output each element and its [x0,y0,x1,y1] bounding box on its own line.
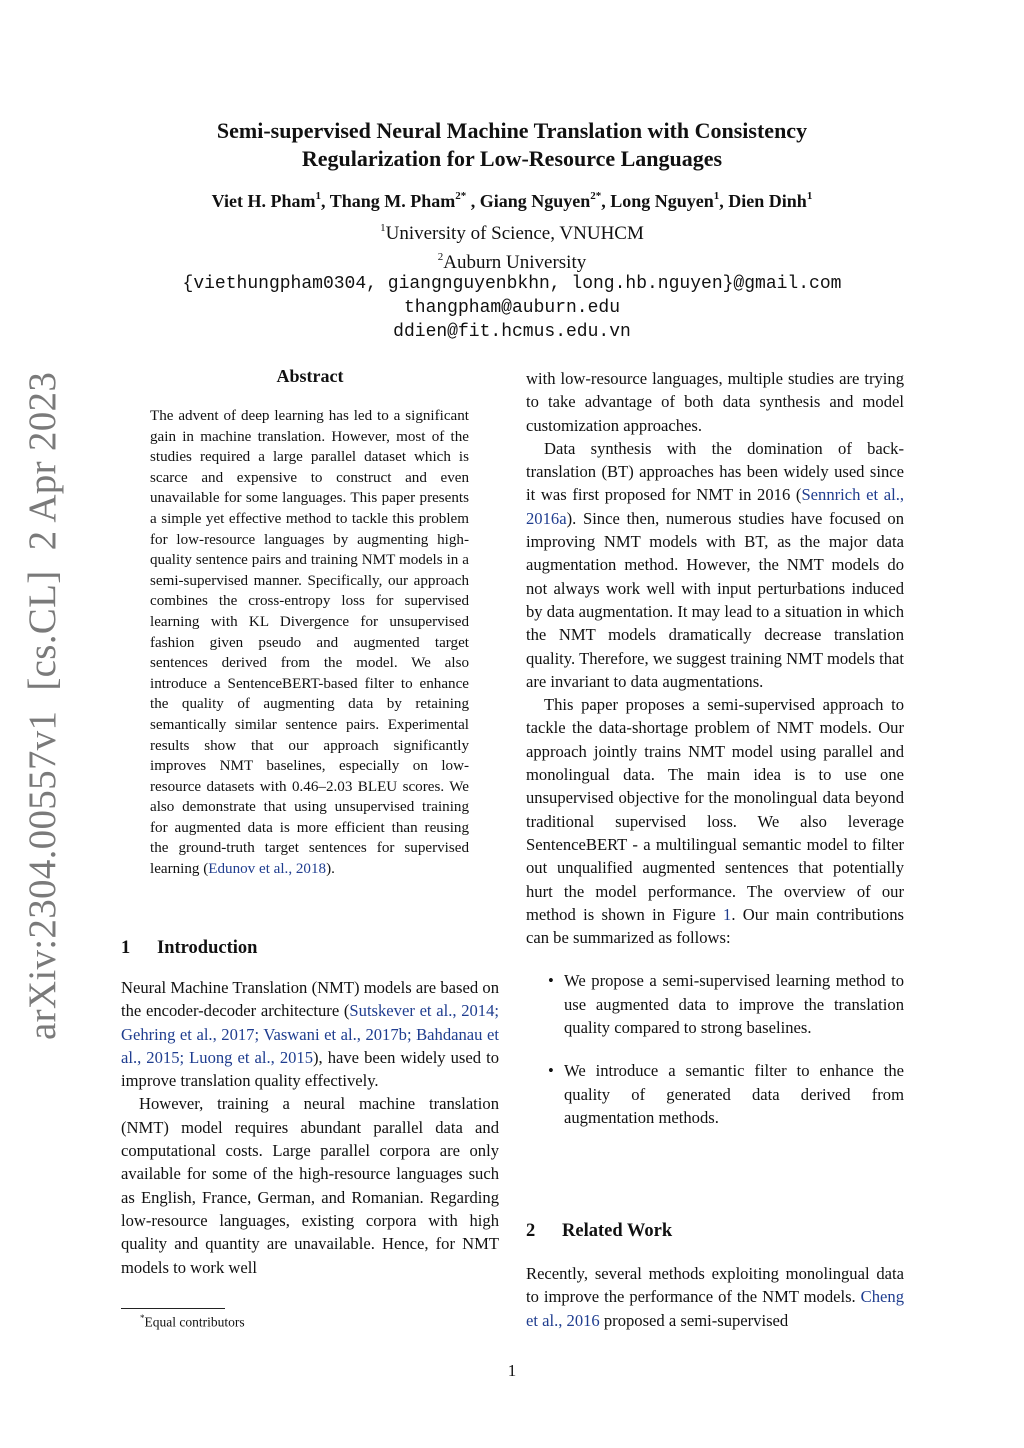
author: Long Nguyen$^1$, [610,190,729,211]
right-column-body [526,367,904,1129]
contribution-list [526,969,904,1129]
introduction-body [121,976,499,1279]
citation-link[interactable]: Sennrich et al., 2016a [526,485,904,528]
email-line-2: thangpham@auburn.edu [403,298,621,318]
paragraph: Neural Machine Translation (NMT) models are based on the encoder-decoder architecture (Sutskever et al., 2014; Gehring et al., 2017; Vaswani et al., 2017b; Bahdanau et al., 2015; Luong et al., 2015), have been widely used to improve translation quality effectively. [121,978,500,1091]
paper-title [0,117,1024,173]
page-number: 1 [507,1361,517,1380]
list-item: • We propose a semi-supervised learning method to use augmented data to improve the translation quality compared to strong baselines. [548,971,904,1038]
citation-link[interactable]: Cheng et al., 2016 [526,1287,904,1330]
abstract-body: The advent of deep learning has led to a significant gain in machine translation. However, most of the studies required a large parallel dataset which is scarce and expensive to construct and even unavailable for some languages. This paper presents a simple yet effective method to tackle this problem for low-resource languages by augmenting high-quality sentence pairs and training NMT models in a semi-supervised manner. Specifically, our approach combines the cross-entropy loss for supervised learning with KL Divergence for unsupervised fashion given pseudo and augmented target sentences derived from the model. We also introduce a SentenceBERT-based filter to enhance the quality of augmenting data by retaining semantically similar sentence pairs. Experimental results show that our approach significantly improves NMT baselines, especially on low-resource datasets with 0.46–2.03 BLEU scores. We also demonstrate that using unsupervised training for augmented data is more efficient than reusing the ground-truth target sentences for supervised learning (Edunov et al., 2018). [150,408,469,878]
author-list [0,184,1024,213]
paragraph: This paper proposes a semi-supervised approach to tackle the data-shortage problem of NMT models. Our approach jointly trains NMT model using parallel and monolingual data. The main idea is to use one unsupervised objective for the monolingual data beyond traditional supervised loss. We also leverage SentenceBERT - a multilingual semantic model to filter out unqualified augmented sentences that potentially hurt the model performance. The overview of our method is shown in Figure 1. Our main contributions can be summarized as follows: [526,695,904,948]
paragraph: with low-resource languages, multiple studies are trying to take advantage of both data synthesis and model customization approaches. [526,369,904,435]
citation-link[interactable]: Sutskever et al., 2014; Gehring et al., 2017; Vaswani et al., 2017b; Bahdanau et al., 2015; Luong et al., 2015 [121,1001,500,1067]
abstract-heading: Abstract [276,366,344,386]
related-work-body [526,1262,904,1332]
author: Dien Dinh$^1$ [728,190,813,211]
title-line-1: Semi-supervised Neural Machine Translation with Consistency [216,118,808,143]
author: Viet H. Pham$^1$, [211,190,330,211]
citation-link[interactable]: Edunov et al., 2018 [208,861,327,878]
email-line-1: {viethungpham0304, giangnguyenbkhn, long.hb.nguyen}@gmail.com [182,274,842,294]
affiliation-2: $^2$Auburn University [437,251,587,273]
paragraph: Recently, several methods exploiting monolingual data to improve the performance of the NMT models. Cheng et al., 2016 proposed a semi-supervised [526,1264,904,1330]
author: Giang Nguyen$^{2*}$, [479,190,611,211]
section-heading-introduction: 1 Introduction [121,938,258,958]
affiliation-1: $^1$University of Science, VNUHCM [380,222,644,244]
author: Thang M. Pham$^{2*}$ , [329,190,480,211]
section-heading-related-work: 2 Related Work [526,1221,673,1241]
title-line-2: Regularization for Low-Resource Languages [301,146,723,171]
paragraph: Data synthesis with the domination of back-translation (BT) approaches has been widely used since it was first proposed for NMT in 2016 (Sennrich et al., 2016a). Since then, numerous studies have focused on improving NMT models with BT, as the major data augmentation method. However, the NMT models do not always work well with input perturbations induced by data augmentation. It may lead to a situation in which the NMT models dramatically decrease translation quality. Therefore, we suggest training NMT models that are invariant to data augmentations. [526,438,904,691]
figure-link[interactable]: 1 [723,904,732,924]
email-line-3: ddien@fit.hcmus.edu.vn [393,322,631,342]
footnote: *Equal contributors [140,1313,245,1330]
footnote-rule [121,1308,225,1309]
list-item: • We introduce a semantic filter to enhance the quality of generated data derived from augmentation methods. [548,1061,904,1127]
arxiv-stamp: arXiv:2304.00557v1 [cs.CL] 2 Apr 2023 [21,371,64,1040]
paragraph: However, training a neural machine translation (NMT) model requires abundant parallel data and computational costs. Large parallel corpora are only available for some of the high-resource languages such as English, France, German, and Romanian. Regarding low-resource languages, existing corpora with high quality and quantity are unavailable. Hence, for NMT models to work well [121,1094,499,1277]
